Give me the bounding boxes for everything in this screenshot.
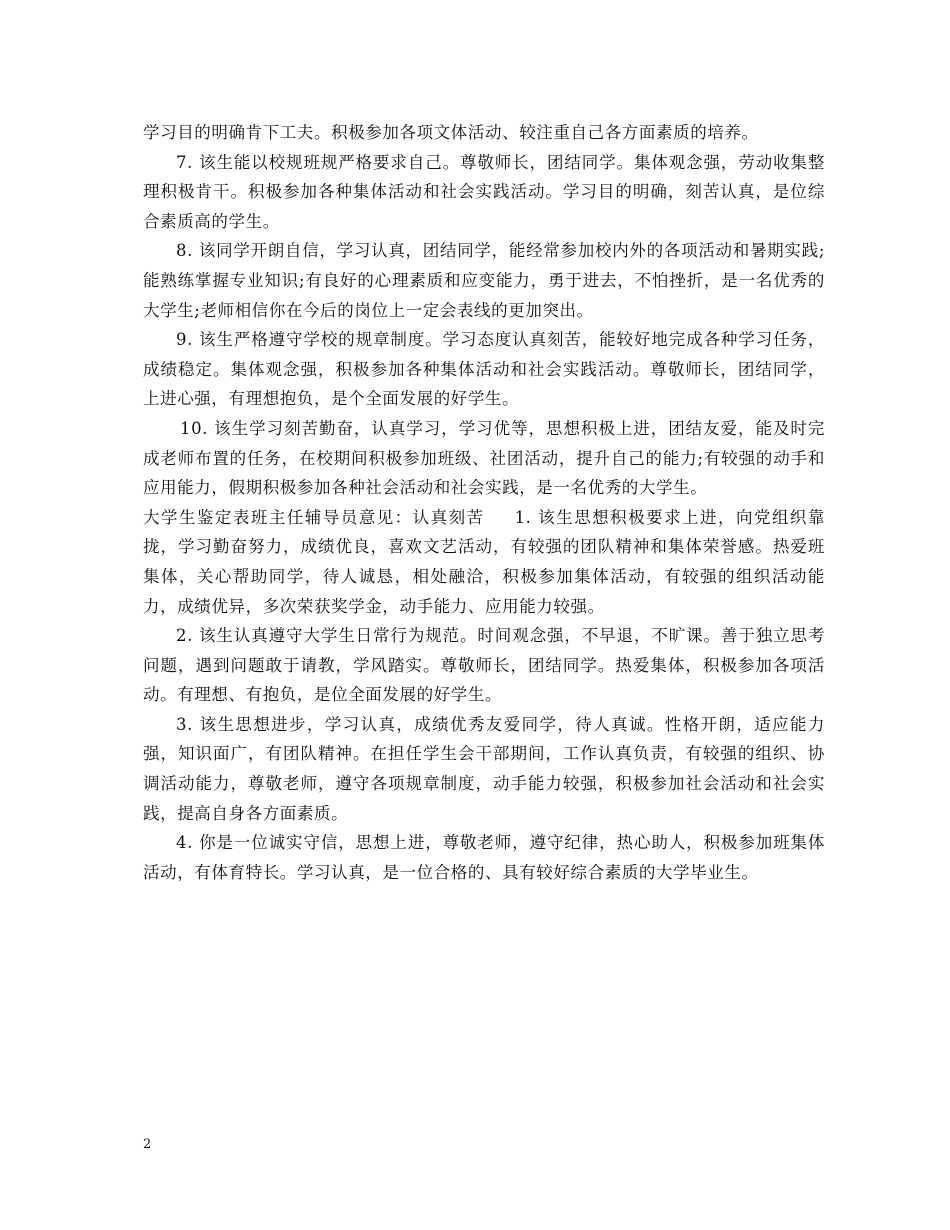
paragraph-item-1: 1. 该生思想积极要求上进，向党组织靠拢，学习勤奋努力，成绩优良，喜欢文艺活动，有较强的团队精神和集体荣誉感。热爱班集体，关心帮助同学，待人诚恳，相处融洽，积极参加集体活动，有较强的组织活动能力，成绩优异，多次荣获奖学金，动手能力、应用能力较强。 xyxy=(143,507,826,616)
paragraph-continuation: 学习目的明确肯下工夫。积极参加各项文体活动、较注重自己各方面素质的培养。 xyxy=(143,123,759,142)
paragraph-item-4: 4. 你是一位诚实守信，思想上进，尊敬老师，遵守纪律，热心助人，积极参加班集体活动，有体育特长。学习认真，是一位合格的、具有较好综合素质的大学毕业生。 xyxy=(143,833,825,882)
paragraph-item-2: 2. 该生认真遵守大学生日常行为规范。时间观念强，不早退，不旷课。善于独立思考问题，遇到问题敢于请教，学风踏实。尊敬师长，团结同学。热爱集体，积极参加各项活动。有理想、有抱负，是位全面发展的好学生。 xyxy=(143,626,825,705)
section-heading: 大学生鉴定表班主任辅导员意见：认真刻苦 xyxy=(143,507,485,527)
section-paragraph xyxy=(143,503,825,621)
paragraph-item-7: 7. 该生能以校规班规严格要求自己。尊敬师长，团结同学。集体观念强，劳动收集整理积极肯干。积极参加各种集体活动和社会实践活动。学习目的明确，刻苦认真，是位综合素质高的学生。 xyxy=(143,152,825,231)
paragraph-item-3: 3. 该生思想进步，学习认真，成绩优秀友爱同学，待人真诚。性格开朗，适应能力强，知识面广，有团队精神。在担任学生会干部期间，工作认真负责，有较强的组织、协调活动能力，尊敬老师，遵守各项规章制度，动手能力较强，积极参加社会活动和社会实践，提高自身各方面素质。 xyxy=(143,714,825,823)
paragraph-item-9: 9. 该生严格遵守学校的规章制度。学习态度认真刻苦，能较好地完成各种学习任务，成绩稳定。集体观念强，积极参加各种集体活动和社会实践活动。尊敬师长，团结同学，上进心强，有理想抱负，是个全面发展的好学生。 xyxy=(143,330,825,409)
paragraph-item-8: 8. 该同学开朗自信，学习认真，团结同学，能经常参加校内外的各项活动和暑期实践;能熟练掌握专业知识;有良好的心理素质和应变能力，勇于进去，不怕挫折，是一名优秀的大学生;老师相信你在今后的岗位上一定会表线的更加突出。 xyxy=(143,241,825,320)
page-number: 2 xyxy=(143,1137,152,1152)
document-body xyxy=(143,118,825,887)
paragraph-item-10: 10. 该生学习刻苦勤奋，认真学习，学习优等，思想积极上进，团结友爱，能及时完成老师布置的任务，在校期间积极参加班级、社团活动，提升自己的能力;有较强的动手和应用能力，假期积极参加各种社会活动和社会实践，是一名优秀的大学生。 xyxy=(143,418,825,498)
